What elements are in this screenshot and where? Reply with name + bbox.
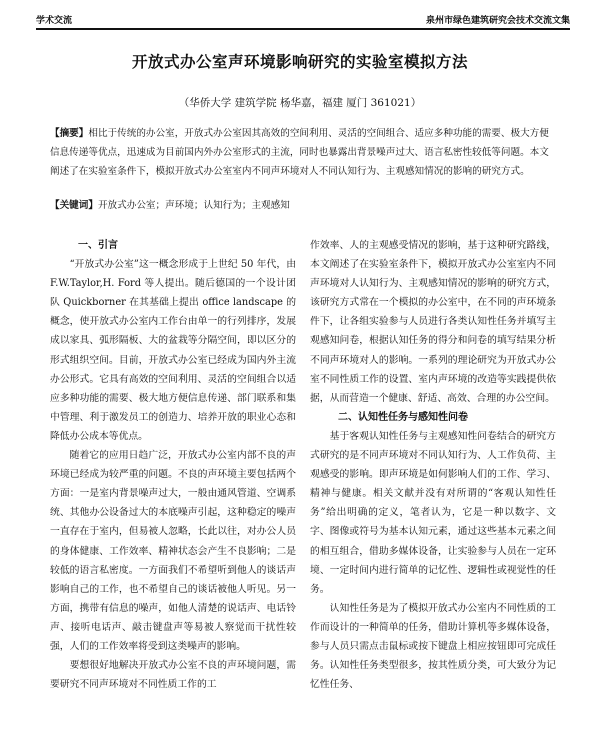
left-column — [50, 236, 296, 694]
keywords — [50, 198, 552, 214]
paper-title: 开放式办公室声环境影响研究的实验室模拟方法 — [131, 53, 468, 71]
keywords-text: 开放式办公室；声环境；认知行为；主观感知 — [97, 200, 290, 211]
abstract-text: 相比于传统的办公室，开放式办公室因其高效的空间利用、灵活的空间组合、适应多种功能的需要、极大方便信息传递等优点，迅速成为目前国内外办公室形式的主流，同时也暴露出背景噪声过大、语言私密性较低等问题。本文阐述了在实验室条件下，模拟开放式办公室室内不同声环境对人不同认知行为、主观感知情况的影响的研究方式。 — [50, 128, 549, 177]
paragraph: 认知性任务是为了模拟开放式办公室内不同性质的工作而设计的一种简单的任务，借助计算机等多媒体设备，参与人员只需点击鼠标或按下键盘上相应按钮即可完成任务。认知性任务类型很多，按其性质分类，可大致分为记忆性任务、 — [310, 602, 556, 691]
author-affiliation: （华侨大学 建筑学院 杨华嘉，福建 厦门 361021） — [178, 97, 422, 109]
paragraph: 随着它的应用日趋广泛，开放式办公室内部不良的声环境已经成为较严重的问题。不良的声环境主要包括两个方面：一是室内背景噪声过大，一般由通风管道、空调系统、其他办公设备过大的本底噪声引起，这种稳定的噪声一直存在于室内，但易被人忽略，长此以往，对办公人员的身体健康、工作效率、精神状态会产生不良影响；二是较低的语言私密度。一方面我们不希望听到他人的谈话声影响自己的工作，也不希望自己的谈话被他人听见。另一方面，携带有信息的噪声，如他人清楚的说话声、电话铃声、接听电话声、敲击键盘声等易被人察觉而干扰性较强，人们的工作效率将受到这类噪声的影响。 — [50, 450, 296, 652]
paragraph: 基于客观认知性任务与主观感知性问卷结合的研究方式研究的是不同声环境对不同认知行为、人工作负荷、主观感受的影响。即声环境是如何影响人们的工作、学习、精神与健康。相关文献并没有对所谓的“客观认知性任务”给出明确的定义，笔者认为，它是一种以数字、文字、图像或符号为基本认知元素，通过这些基本元素之间的相互组合，借助多媒体设备，让实验参与人员在一定环境、一定时间内进行简单的记忆性、逻辑性或视觉性的任务。 — [310, 430, 556, 595]
right-column — [310, 236, 556, 694]
paragraph: 作效率、人的主观感受情况的影响，基于这种研究路线，本文阐述了在实验室条件下，模拟开放式办公室室内不同声环境对人认知行为、主观感知情况的影响的研究方式，该研究方式常在一个模拟的办公室中，在不同的声环境条件下，让各组实验参与人员进行各类认知性任务并填写主观感知问卷，根据认知任务的得分和问卷的填写结果分析不同声环境对人的影响。一系列的理论研究为开放式办公室不同性质工作的设置、室内声环境的改造等实践提供依据，从而营造一个健康、舒适、高效、合理的办公空间。 — [310, 240, 556, 404]
paragraph: “开放式办公室”这一概念形成于上世纪 50 年代，由 F.W.Taylor,H. Ford 等人提出。随后德国的一个设计团队 Quickborner 在其基础上提出 office landscape 的概念，使开放式办公室内工作台由单一的行列排序，发展成以家具、弧形隔板、大的盆栽等分隔空间，即以区分的形式组织空间。目前，开放式办公室已经成为国内外主流办公形式。它具有高效的空间利用、灵活的空间组合以适应多种功能的需要、极大地方便信息传递、部门联系和集中管理、利于激发员工的创造力、培养开放的职业心态和降低办公成本等优点。 — [50, 259, 296, 442]
abstract — [50, 124, 552, 181]
paragraph: 要想很好地解决开放式办公室不良的声环境问题，需要研究不同声环境对不同性质工作的工 — [50, 660, 296, 691]
section-heading-intro: 一、引言 — [78, 240, 118, 251]
section-heading-tasks: 二、认知性任务与感知性问卷 — [338, 411, 468, 423]
keywords-label: 【关键词】 — [50, 200, 98, 211]
header-left: 学术交流 — [36, 16, 73, 26]
abstract-label: 【摘要】 — [50, 128, 89, 139]
running-header — [36, 8, 570, 30]
header-right: 泉州市绿色建筑研究会技术交流文集 — [425, 16, 570, 26]
